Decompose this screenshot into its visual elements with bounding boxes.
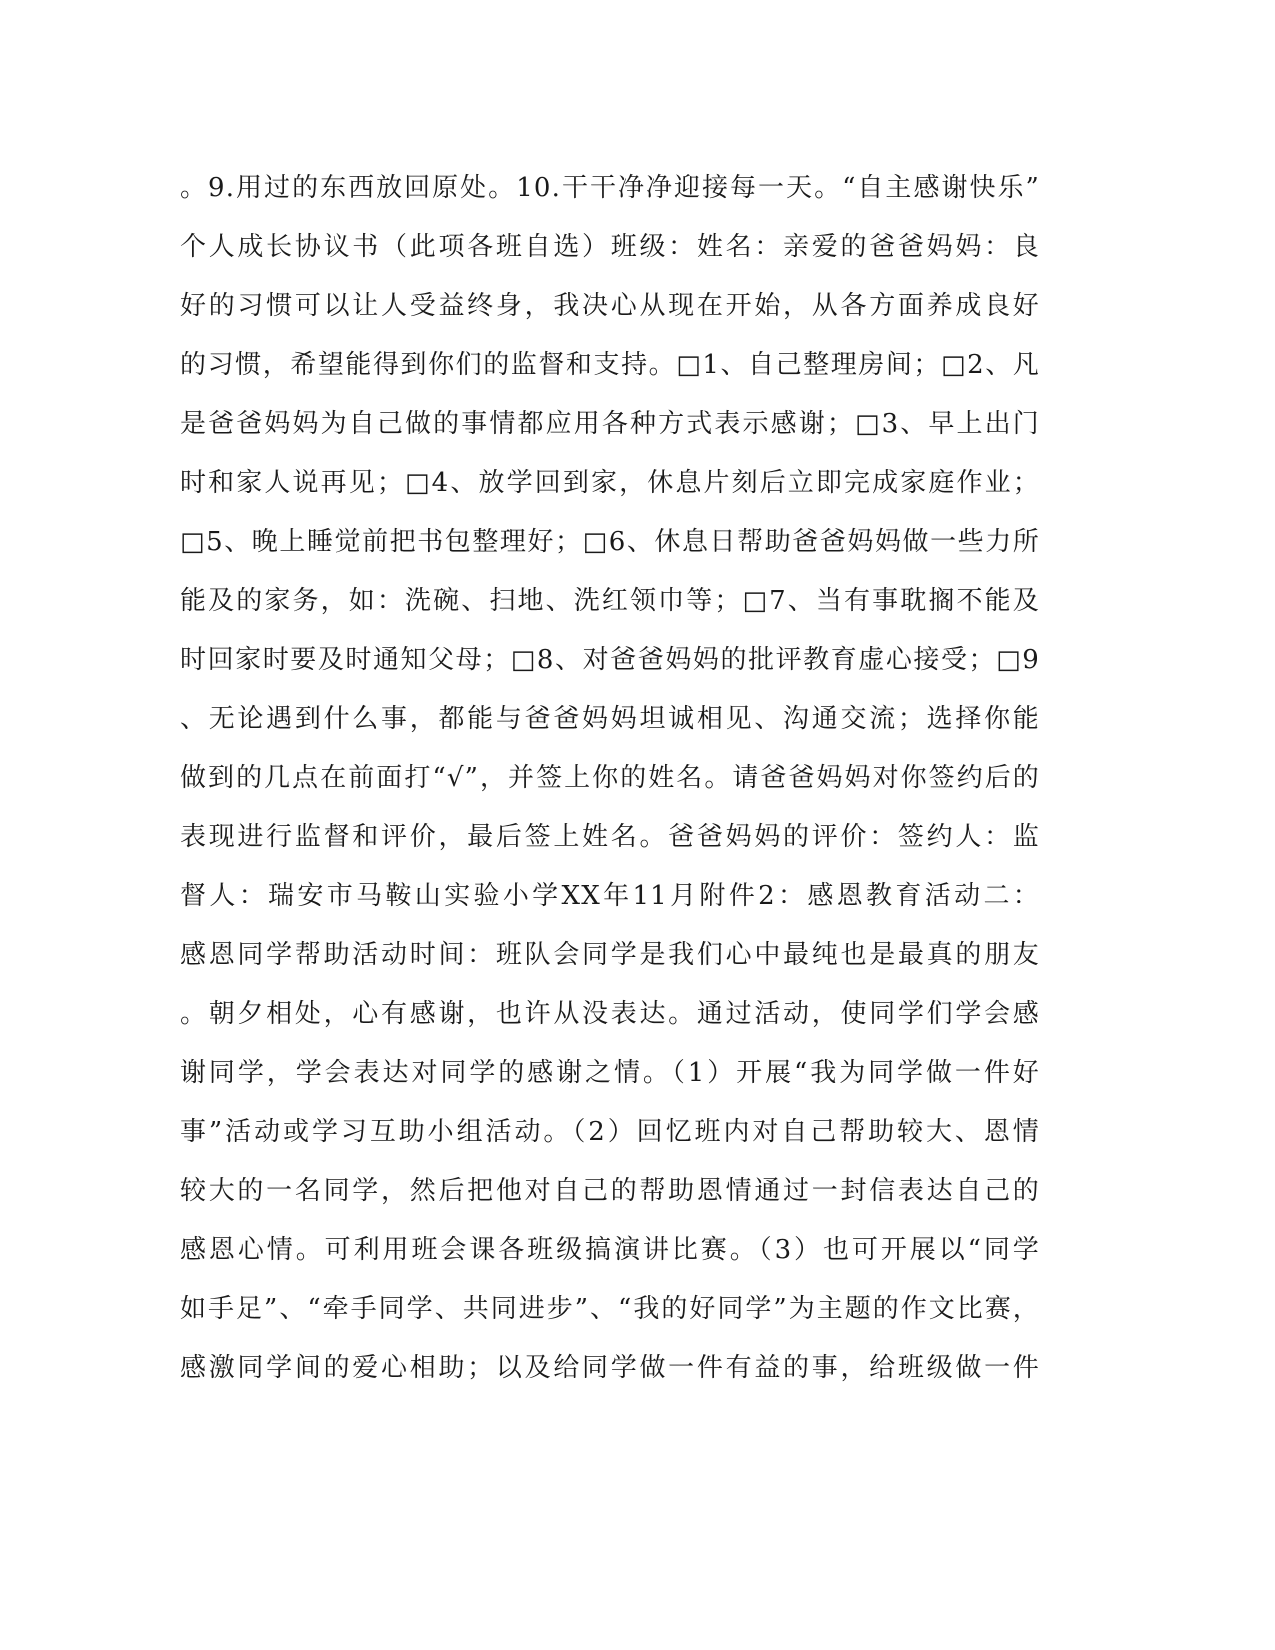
text-line-19: 感恩心情。可利用班会课各班级搞演讲比赛。（3）也可开展以“同学 <box>180 1235 1040 1265</box>
text-line-10: 、无论遇到什么事，都能与爸爸妈妈坦诚相见、沟通交流；选择你能 <box>180 704 1040 734</box>
text-line-13: 督人：瑞安市马鞍山实验小学XX年11月附件2：感恩教育活动二： <box>180 881 1040 911</box>
text-line-8: 能及的家务，如：洗碗、扫地、洗红领巾等；□7、当有事耽搁不能及 <box>180 586 1040 616</box>
text-line-17: 事”活动或学习互助小组活动。（2）回忆班内对自己帮助较大、恩情 <box>180 1117 1040 1147</box>
text-line-20: 如手足”、“牵手同学、共同进步”、“我的好同学”为主题的作文比赛， <box>180 1294 1040 1324</box>
text-line-2: 个人成长协议书（此项各班自选）班级：姓名：亲爱的爸爸妈妈：良 <box>180 232 1040 262</box>
text-line-12: 表现进行监督和评价，最后签上姓名。爸爸妈妈的评价：签约人：监 <box>180 822 1040 852</box>
text-line-18: 较大的一名同学，然后把他对自己的帮助恩情通过一封信表达自己的 <box>180 1176 1040 1206</box>
text-line-7: □5、晚上睡觉前把书包整理好；□6、休息日帮助爸爸妈妈做一些力所 <box>180 527 1040 557</box>
text-line-4: 的习惯，希望能得到你们的监督和支持。□1、自己整理房间；□2、凡 <box>180 350 1040 380</box>
text-line-15: 。朝夕相处，心有感谢，也许从没表达。通过活动，使同学们学会感 <box>180 999 1040 1029</box>
text-line-5: 是爸爸妈妈为自己做的事情都应用各种方式表示感谢；□3、早上出门 <box>180 409 1040 439</box>
text-line-14: 感恩同学帮助活动时间：班队会同学是我们心中最纯也是最真的朋友 <box>180 940 1040 970</box>
text-line-9: 时回家时要及时通知父母；□8、对爸爸妈妈的批评教育虚心接受；□9 <box>180 645 1040 675</box>
text-line-3: 好的习惯可以让人受益终身，我决心从现在开始，从各方面养成良好 <box>180 291 1040 321</box>
text-line-6: 时和家人说再见；□4、放学回到家，休息片刻后立即完成家庭作业； <box>180 468 1040 498</box>
text-line-21: 感激同学间的爱心相助；以及给同学做一件有益的事，给班级做一件 <box>180 1353 1040 1383</box>
text-line-11: 做到的几点在前面打“√”，并签上你的姓名。请爸爸妈妈对你签约后的 <box>180 763 1040 793</box>
text-line-1: 。9.用过的东西放回原处。10.干干净净迎接每一天。“自主感谢快乐” <box>180 173 1040 203</box>
text-line-16: 谢同学，学会表达对同学的感谢之情。（1）开展“我为同学做一件好 <box>180 1058 1040 1088</box>
body-text <box>180 159 1040 1398</box>
